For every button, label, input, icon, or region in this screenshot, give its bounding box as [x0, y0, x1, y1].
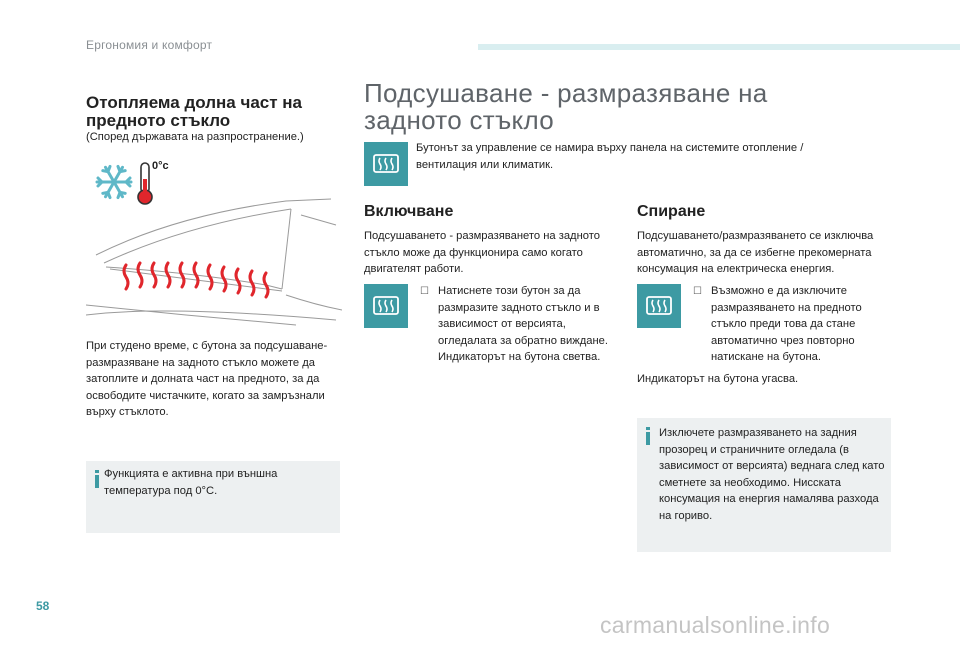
off-bullet: Възможно е да изключите размразяването на предното стъкло преди това да стане автоматично чрез повторно натискане на бутона. — [711, 285, 862, 363]
info-icon — [93, 470, 101, 488]
snowflake-icon — [97, 166, 131, 197]
defrost-button-intro — [364, 142, 408, 186]
thermometer-icon — [138, 163, 152, 204]
section-title: Ергономия и комфорт — [86, 38, 213, 52]
left-title: Отопляема долна част на предното стъкло — [86, 93, 303, 130]
rear-defrost-icon — [364, 142, 408, 186]
off-text: Подсушаването/размразяването се изключва автоматично, за да се избегне прекомерната консумация на електрическа енергия. — [637, 230, 874, 275]
info-icon — [644, 427, 652, 445]
bullet-icon: ☐ — [693, 286, 702, 297]
left-note-text: Функцията е активна при външна температура под 0°C. — [104, 468, 278, 497]
left-subtitle: (Според държавата на разпространение.) — [86, 131, 304, 143]
right-intro: Бутонът за управление се намира върху панела на системите отопление / вентилация или климатик. — [416, 142, 804, 171]
bullet-icon: ☐ — [420, 286, 429, 297]
right-note-box — [637, 418, 891, 552]
windshield-illustration — [86, 155, 342, 335]
on-text: Подсушаването - размразяването на задното стъкло може да функционира само когато двигателят работи. — [364, 230, 600, 275]
watermark: carmanualsonline.info — [600, 612, 831, 638]
right-title: Подсушаване - размразяване на задното стъкло — [364, 78, 768, 135]
off-after: Индикаторът на бутона угасва. — [637, 373, 799, 385]
rear-defrost-icon — [364, 284, 408, 328]
defrost-button-off — [637, 284, 681, 328]
section-bar — [478, 44, 960, 50]
rear-defrost-icon — [637, 284, 681, 328]
page-number: 58 — [36, 599, 50, 613]
right-note-text: Изключете размразяването на задния прозорец и страничните огледала (в зависимост от версията) веднага след като сметнете за необходимо. Нисската консумация на енергия намалява разхода на гориво. — [659, 427, 885, 522]
left-note-box — [86, 461, 340, 533]
left-paragraph: При студено време, с бутона за подсушаване-размразяване на задното стъкло можете да затоплите и долната част на предното, за да освободите чистачките, когато за замръзнали върху стъклото. — [86, 340, 328, 418]
on-heading: Включване — [364, 203, 454, 220]
defrost-button-on — [364, 284, 408, 328]
on-bullet: Натиснете този бутон за да размразите задното стъкло и в зависимост от версията, огледалата за обратно виждане. Индикаторът на бутона светва. — [438, 285, 608, 363]
off-heading: Спиране — [637, 203, 706, 220]
temp-label: 0°c — [152, 160, 169, 172]
